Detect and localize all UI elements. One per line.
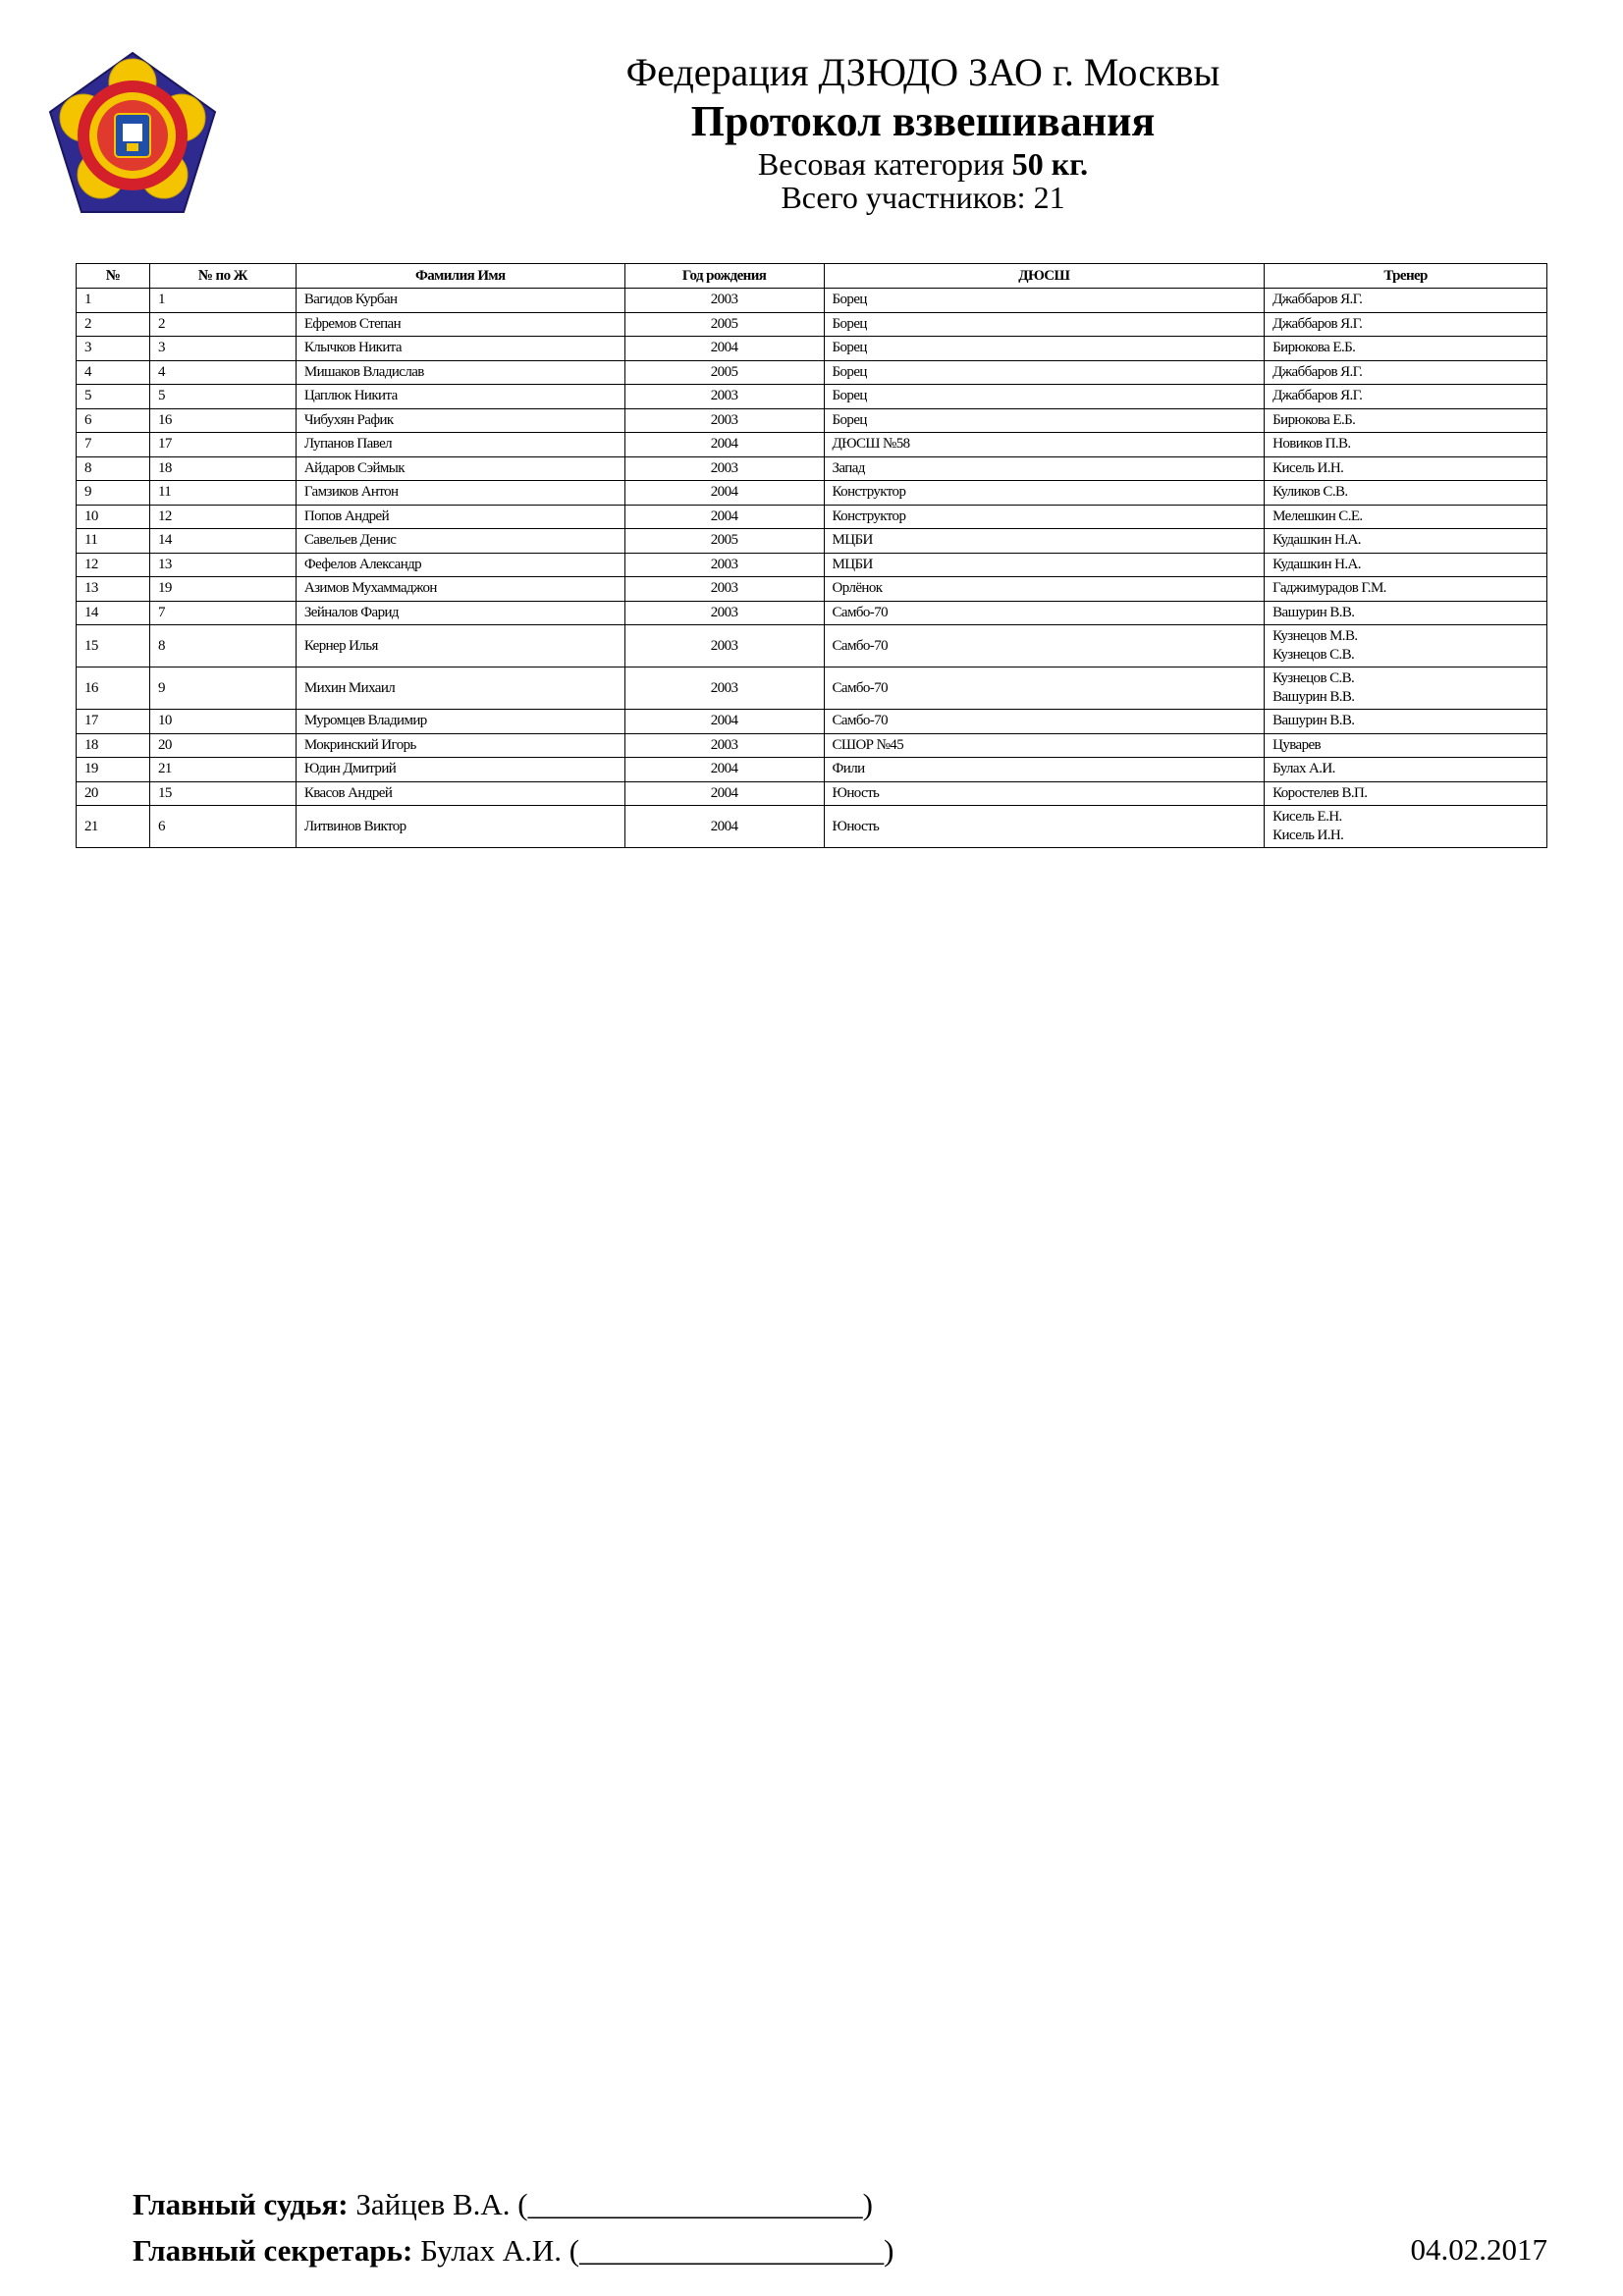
cell-name: Лупанов Павел — [296, 433, 624, 457]
cell-draw-number: 14 — [149, 529, 296, 554]
cell-school: Самбо-70 — [824, 625, 1265, 667]
cell-number: 4 — [77, 360, 150, 385]
cell-birth-year: 2003 — [624, 408, 824, 433]
cell-coach — [1265, 312, 1547, 337]
col-header-number: № — [77, 264, 150, 289]
chief-secretary-value: Булах А.И. (____________________) — [420, 2233, 894, 2268]
table-row — [77, 781, 1547, 806]
cell-draw-number: 2 — [149, 312, 296, 337]
document-header — [589, 47, 1257, 214]
table-row — [77, 385, 1547, 409]
federation-logo — [44, 49, 221, 218]
cell-draw-number: 19 — [149, 577, 296, 602]
chief-judge-label: Главный судья: — [133, 2187, 349, 2221]
cell-draw-number: 6 — [149, 806, 296, 848]
cell-name: Квасов Андрей — [296, 781, 624, 806]
cell-draw-number: 21 — [149, 758, 296, 782]
coach-name: Цуварев — [1272, 736, 1322, 753]
cell-name: Ефремов Степан — [296, 312, 624, 337]
cell-name: Попов Андрей — [296, 505, 624, 529]
cell-draw-number: 18 — [149, 456, 296, 481]
cell-birth-year: 2004 — [624, 337, 824, 361]
document-title: Протокол взвешивания — [690, 97, 1156, 145]
cell-number: 16 — [77, 667, 150, 710]
cell-name: Литвинов Виктор — [296, 806, 624, 848]
cell-school: МЦБИ — [824, 529, 1265, 554]
cell-name: Савельев Денис — [296, 529, 624, 554]
table-row — [77, 456, 1547, 481]
cell-birth-year: 2003 — [624, 577, 824, 602]
cell-draw-number: 12 — [149, 505, 296, 529]
coach-name: Булах А.И. — [1272, 761, 1335, 777]
table-body — [77, 289, 1547, 848]
table-row — [77, 710, 1547, 734]
coach-name: Новиков П.В. — [1272, 436, 1351, 453]
cell-birth-year: 2004 — [624, 505, 824, 529]
cell-number: 5 — [77, 385, 150, 409]
weight-category-value: 50 кг. — [1011, 146, 1089, 182]
cell-draw-number: 9 — [149, 667, 296, 710]
cell-number: 12 — [77, 553, 150, 577]
cell-school: ДЮСШ №58 — [824, 433, 1265, 457]
cell-school: Борец — [824, 312, 1265, 337]
cell-number: 2 — [77, 312, 150, 337]
col-header-birth-year: Год рождения — [624, 264, 824, 289]
cell-coach — [1265, 408, 1547, 433]
cell-name: Михин Михаил — [296, 667, 624, 710]
cell-number: 3 — [77, 337, 150, 361]
cell-name: Гамзиков Антон — [296, 481, 624, 506]
cell-coach — [1265, 625, 1547, 667]
cell-number: 6 — [77, 408, 150, 433]
col-header-school: ДЮСШ — [824, 264, 1265, 289]
cell-number: 15 — [77, 625, 150, 667]
cell-coach — [1265, 385, 1547, 409]
cell-birth-year: 2004 — [624, 710, 824, 734]
table-header-row — [77, 264, 1547, 289]
cell-draw-number: 3 — [149, 337, 296, 361]
cell-number: 1 — [77, 289, 150, 313]
cell-school: Самбо-70 — [824, 601, 1265, 625]
table-row — [77, 667, 1547, 710]
table-row — [77, 360, 1547, 385]
organization-name: Федерация ДЗЮДО ЗАО г. Москвы — [625, 50, 1220, 94]
cell-coach — [1265, 456, 1547, 481]
chief-judge-signature — [133, 2187, 873, 2222]
cell-school: Борец — [824, 408, 1265, 433]
cell-draw-number: 7 — [149, 601, 296, 625]
weigh-in-table — [76, 263, 1547, 848]
coach-name: Бирюкова Е.Б. — [1272, 411, 1356, 428]
table-row — [77, 481, 1547, 506]
table-row — [77, 529, 1547, 554]
cell-coach — [1265, 601, 1547, 625]
cell-draw-number: 17 — [149, 433, 296, 457]
cell-birth-year: 2003 — [624, 601, 824, 625]
cell-coach — [1265, 289, 1547, 313]
table-row — [77, 758, 1547, 782]
coach-name: Джаббаров Я.Г. — [1272, 388, 1363, 404]
cell-coach — [1265, 758, 1547, 782]
table-row — [77, 553, 1547, 577]
table-row — [77, 289, 1547, 313]
cell-draw-number: 10 — [149, 710, 296, 734]
cell-draw-number: 13 — [149, 553, 296, 577]
cell-number: 20 — [77, 781, 150, 806]
coach-name: Коростелев В.П. — [1272, 784, 1368, 801]
cell-number: 21 — [77, 806, 150, 848]
cell-coach — [1265, 337, 1547, 361]
cell-draw-number: 16 — [149, 408, 296, 433]
cell-coach — [1265, 553, 1547, 577]
cell-school: Борец — [824, 385, 1265, 409]
cell-coach — [1265, 529, 1547, 554]
cell-draw-number: 15 — [149, 781, 296, 806]
coach-name: Кузнецов С.В. — [1272, 647, 1355, 663]
total-participants: Всего участников: 21 — [781, 180, 1065, 215]
cell-school: Орлёнок — [824, 577, 1265, 602]
cell-birth-year: 2004 — [624, 481, 824, 506]
coach-name: Вашурин В.В. — [1272, 689, 1355, 705]
cell-name: Фефелов Александр — [296, 553, 624, 577]
coach-name: Кудашкин Н.А. — [1272, 532, 1361, 549]
cell-birth-year: 2004 — [624, 758, 824, 782]
cell-birth-year: 2003 — [624, 456, 824, 481]
col-header-name: Фамилия Имя — [296, 264, 624, 289]
cell-coach — [1265, 667, 1547, 710]
cell-coach — [1265, 781, 1547, 806]
coach-name: Джаббаров Я.Г. — [1272, 315, 1363, 332]
cell-number: 13 — [77, 577, 150, 602]
cell-school: Конструктор — [824, 505, 1265, 529]
cell-name: Кернер Илья — [296, 625, 624, 667]
cell-school: Борец — [824, 360, 1265, 385]
cell-name: Зейналов Фарид — [296, 601, 624, 625]
cell-coach — [1265, 806, 1547, 848]
cell-birth-year: 2003 — [624, 625, 824, 667]
cell-number: 14 — [77, 601, 150, 625]
cell-name: Мишаков Владислав — [296, 360, 624, 385]
coach-name: Кисель И.Н. — [1272, 828, 1344, 843]
cell-school: СШОР №45 — [824, 733, 1265, 758]
coach-name: Кисель Е.Н. — [1272, 809, 1342, 825]
table-row — [77, 601, 1547, 625]
cell-name: Азимов Мухаммаджон — [296, 577, 624, 602]
coach-name: Джаббаров Я.Г. — [1272, 292, 1363, 308]
cell-school: Конструктор — [824, 481, 1265, 506]
cell-coach — [1265, 733, 1547, 758]
cell-number: 10 — [77, 505, 150, 529]
coach-name: Вашурин В.В. — [1272, 604, 1355, 620]
cell-number: 19 — [77, 758, 150, 782]
cell-birth-year: 2004 — [624, 806, 824, 848]
cell-number: 18 — [77, 733, 150, 758]
table-row — [77, 505, 1547, 529]
table-row — [77, 408, 1547, 433]
cell-coach — [1265, 481, 1547, 506]
cell-birth-year: 2005 — [624, 360, 824, 385]
col-header-coach: Тренер — [1265, 264, 1547, 289]
cell-number: 17 — [77, 710, 150, 734]
cell-number: 7 — [77, 433, 150, 457]
cell-name: Юдин Дмитрий — [296, 758, 624, 782]
coach-name: Бирюкова Е.Б. — [1272, 340, 1356, 356]
cell-draw-number: 11 — [149, 481, 296, 506]
cell-name: Цаплюк Никита — [296, 385, 624, 409]
cell-name: Муромцев Владимир — [296, 710, 624, 734]
cell-birth-year: 2005 — [624, 312, 824, 337]
cell-draw-number: 8 — [149, 625, 296, 667]
coach-name: Джаббаров Я.Г. — [1272, 363, 1363, 380]
cell-name: Чибухян Рафик — [296, 408, 624, 433]
cell-draw-number: 1 — [149, 289, 296, 313]
cell-school: Юность — [824, 781, 1265, 806]
cell-number: 9 — [77, 481, 150, 506]
cell-school: МЦБИ — [824, 553, 1265, 577]
cell-birth-year: 2003 — [624, 289, 824, 313]
cell-coach — [1265, 360, 1547, 385]
coach-name: Куликов С.В. — [1272, 484, 1348, 501]
cell-school: Фили — [824, 758, 1265, 782]
document-date: 04.02.2017 — [1410, 2232, 1547, 2267]
cell-number: 11 — [77, 529, 150, 554]
cell-name: Клычков Никита — [296, 337, 624, 361]
table-row — [77, 733, 1547, 758]
weight-category-label: Весовая категория — [757, 146, 1004, 182]
cell-school: Запад — [824, 456, 1265, 481]
cell-name: Мокринский Игорь — [296, 733, 624, 758]
coach-name: Кисель И.Н. — [1272, 459, 1344, 476]
cell-birth-year: 2004 — [624, 433, 824, 457]
cell-birth-year: 2003 — [624, 733, 824, 758]
coach-name: Вашурин В.В. — [1272, 713, 1355, 729]
cell-school: Борец — [824, 337, 1265, 361]
coach-name: Мелешкин С.Е. — [1272, 507, 1363, 524]
weight-category — [589, 147, 1257, 181]
cell-draw-number: 5 — [149, 385, 296, 409]
cell-school: Юность — [824, 806, 1265, 848]
cell-draw-number: 4 — [149, 360, 296, 385]
table-row — [77, 806, 1547, 848]
cell-birth-year: 2004 — [624, 781, 824, 806]
cell-school: Борец — [824, 289, 1265, 313]
table-row — [77, 577, 1547, 602]
coach-name: Кузнецов С.В. — [1272, 670, 1355, 686]
cell-birth-year: 2003 — [624, 667, 824, 710]
table-row — [77, 433, 1547, 457]
cell-coach — [1265, 505, 1547, 529]
chief-judge-value: Зайцев В.А. (______________________) — [355, 2187, 873, 2221]
cell-coach — [1265, 577, 1547, 602]
cell-number: 8 — [77, 456, 150, 481]
cell-name: Вагидов Курбан — [296, 289, 624, 313]
table-row — [77, 337, 1547, 361]
cell-birth-year: 2003 — [624, 553, 824, 577]
chief-secretary-label: Главный секретарь: — [133, 2233, 413, 2268]
cell-draw-number: 20 — [149, 733, 296, 758]
coach-name: Кудашкин Н.А. — [1272, 556, 1361, 572]
cell-birth-year: 2005 — [624, 529, 824, 554]
table-row — [77, 625, 1547, 667]
cell-school: Самбо-70 — [824, 710, 1265, 734]
cell-school: Самбо-70 — [824, 667, 1265, 710]
cell-birth-year: 2003 — [624, 385, 824, 409]
cell-coach — [1265, 710, 1547, 734]
chief-secretary-signature — [133, 2233, 893, 2269]
cell-name: Айдаров Сэймык — [296, 456, 624, 481]
table-row — [77, 312, 1547, 337]
col-header-draw-number: № по Ж — [149, 264, 296, 289]
cell-coach — [1265, 433, 1547, 457]
coach-name: Кузнецов М.В. — [1272, 628, 1358, 644]
coach-name: Гаджимурадов Г.М. — [1272, 580, 1386, 597]
